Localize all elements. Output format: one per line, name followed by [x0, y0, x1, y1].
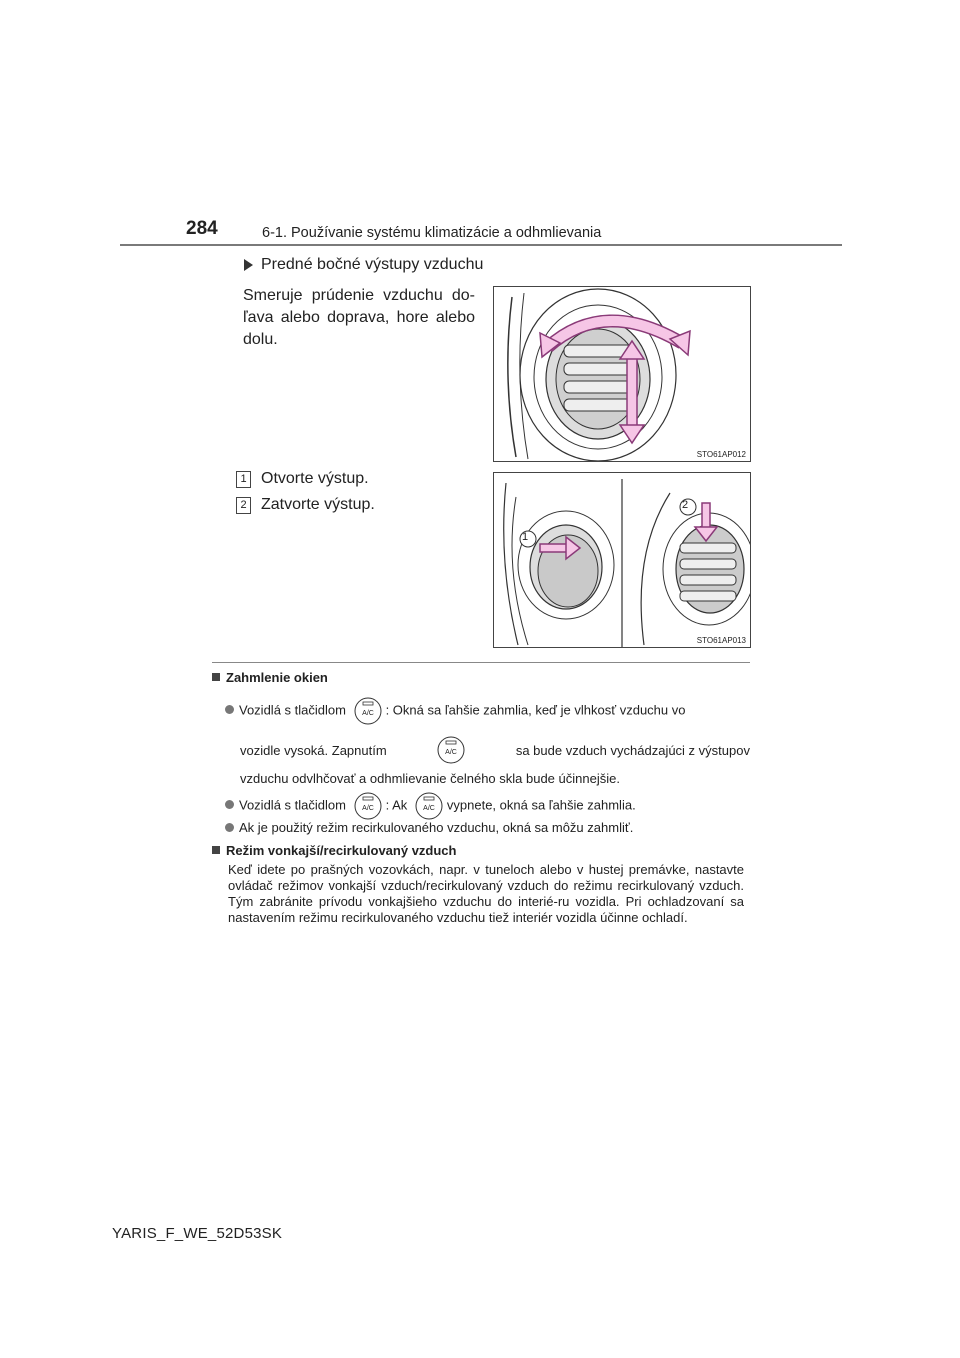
square-bullet-icon — [212, 673, 220, 681]
ac-icon-label: A/C — [445, 749, 458, 756]
step-close-text: Zatvorte výstup. — [261, 496, 375, 513]
header-divider — [120, 244, 842, 246]
step-number-1: 1 — [236, 471, 251, 488]
step-number-2: 2 — [236, 497, 251, 514]
callout-1: 1 — [522, 531, 529, 543]
bullet-dot-icon — [225, 800, 234, 809]
fogging-title — [212, 670, 328, 685]
front-vents-heading — [244, 256, 483, 274]
figure-code: STO61AP012 — [696, 450, 746, 459]
square-bullet-icon — [212, 846, 220, 854]
page-number: 284 — [186, 218, 218, 239]
recirc-title-text: Režim vonkajší/recirkulovaný vzduch — [226, 843, 457, 858]
vent-direction-figure — [493, 286, 751, 462]
bullet-dot-icon — [225, 823, 234, 832]
section-title: 6-1. Používanie systému klimatizácie a odhmlievania — [262, 225, 602, 241]
front-vents-description: Smeruje prúdenie vzduchu do-ľava alebo doprava, hore alebo dolu. — [243, 287, 475, 348]
ac-button-icon — [354, 792, 382, 820]
ac-button-icon — [437, 736, 465, 764]
step-open — [236, 470, 369, 488]
fogging-text: vypnete, okná sa ľahšie zahmlia. — [446, 797, 636, 813]
fogging-item-3 — [225, 818, 633, 837]
callout-2: 2 — [682, 499, 689, 511]
fogging-text: Vozidlá s tlačidlom — [239, 797, 346, 813]
recirc-paragraph: Keď idete po prašných vozovkách, napr. v tuneloch alebo v hustej premávke, nastavte ovládač režimov vonkajší vzduch/recirkulovaný vzduch do režimu recirkulovaný vzduch. Tým zabránite prívodu vonkajšieho vzduchu do interié-ru vozidla. Pri ochladzovaní sa nastavením režimu recirkulovaného vzduchu tiež interiér vozidla účinne ochladí. — [228, 862, 744, 925]
front-vents-heading-text: Predné bočné výstupy vzduchu — [261, 256, 484, 273]
ac-icon-label: A/C — [423, 805, 435, 812]
fogging-text: vozidle vysoká. Zapnutím — [240, 742, 387, 758]
fogging-text: : Ak — [385, 797, 408, 813]
section-divider — [212, 662, 750, 663]
ac-button-icon — [354, 697, 382, 725]
fogging-title-text: Zahmlenie okien — [226, 670, 328, 685]
ac-icon-label: A/C — [361, 710, 374, 717]
fogging-item-2 — [225, 792, 636, 820]
fogging-text: Vozidlá s tlačidlom — [239, 702, 346, 718]
triangle-bullet-icon — [244, 259, 253, 271]
bullet-dot-icon — [225, 705, 234, 714]
fogging-text: Ak je použitý režim recirkulovaného vzduchu, okná sa môžu zahmliť. — [239, 820, 634, 835]
fogging-text: : Okná sa ľahšie zahmlia, keď je vlhkosť vzduchu vo — [385, 702, 686, 718]
ac-button-icon — [415, 792, 443, 820]
figure-code: STO61AP013 — [696, 636, 746, 645]
step-close — [236, 496, 375, 514]
vent-open-close-illustration — [494, 473, 750, 647]
fogging-item-1-line-1 — [225, 697, 686, 725]
recirc-title — [212, 843, 456, 858]
fogging-item-1-line-2 — [240, 736, 750, 764]
document-code: YARIS_F_WE_52D53SK — [112, 1225, 283, 1242]
ac-icon-label: A/C — [361, 805, 374, 812]
vent-open-close-figure — [493, 472, 751, 648]
vent-direction-illustration — [494, 287, 750, 461]
fogging-text: sa bude vzduch vychádzajúci z výstupov — [515, 742, 750, 758]
step-open-text: Otvorte výstup. — [261, 470, 369, 487]
fogging-item-1-line-3: vzduchu odvlhčovať a odhmlievanie čelného skla bude účinnejšie. — [240, 771, 620, 786]
